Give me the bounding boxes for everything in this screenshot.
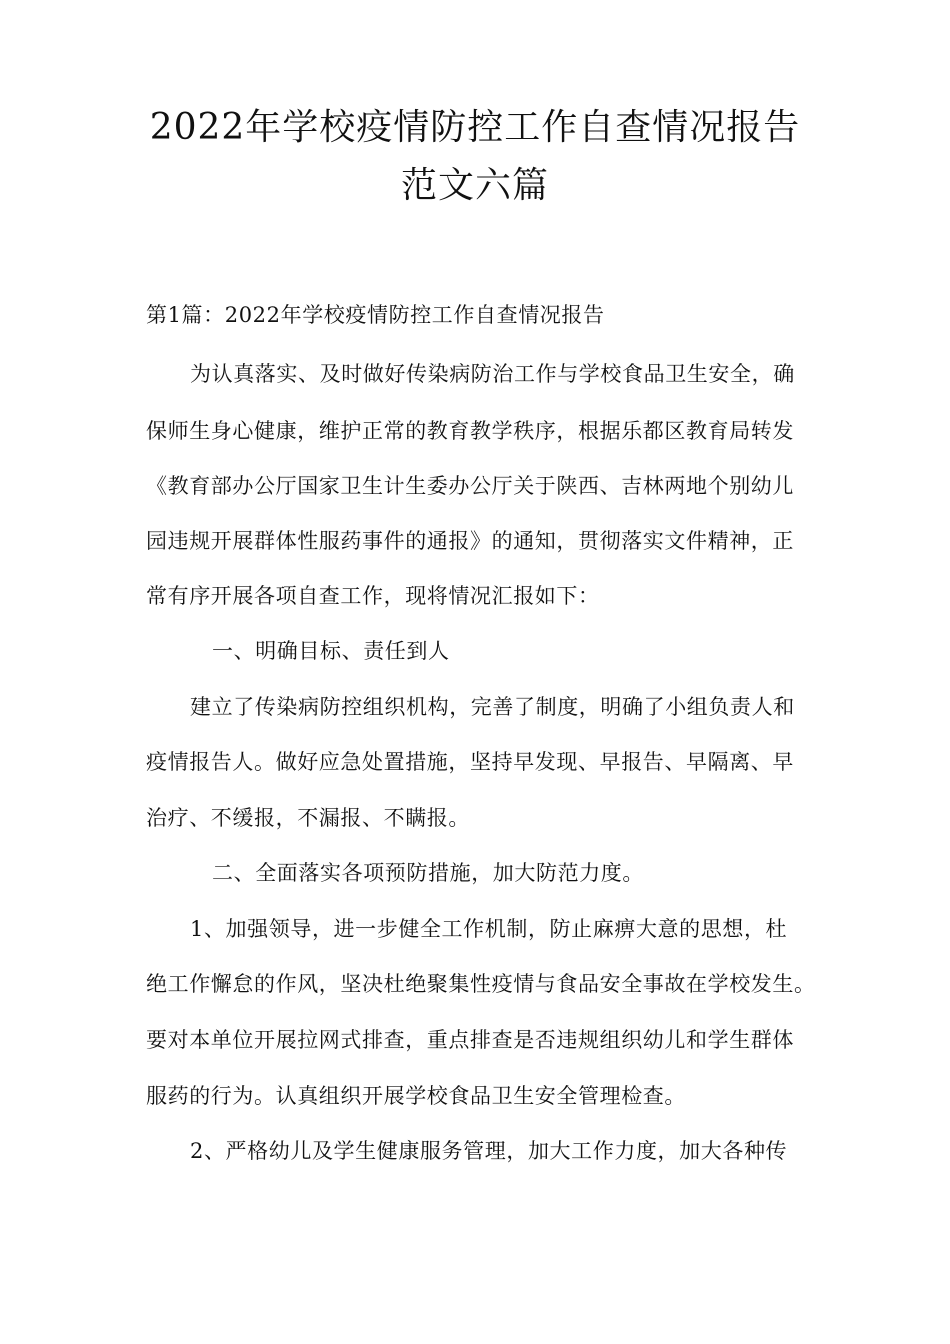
paragraph-line: 绝工作懈怠的作风，坚决杜绝聚集性疫情与食品安全事故在学校发生。 [146, 972, 816, 996]
paragraph-line: 为认真落实、及时做好传染病防治工作与学校食品卫生安全，确 [190, 362, 795, 386]
paragraph-line: 园违规开展群体性服药事件的通报》的通知，贯彻落实文件精神，正 [146, 529, 794, 553]
section-heading: 第1篇：2022年学校疫情防控工作自查情况报告 [146, 303, 605, 327]
subheading: 二、全面落实各项预防措施，加大防范力度。 [212, 861, 644, 885]
paragraph-line: 常有序开展各项自查工作，现将情况汇报如下： [146, 584, 600, 608]
document-title-line-2: 范文六篇 [400, 165, 549, 206]
subheading: 一、明确目标、责任到人 [212, 639, 450, 663]
paragraph-line: 要对本单位开展拉网式排查，重点排查是否违规组织幼儿和学生群体 [146, 1028, 794, 1052]
paragraph-line: 1、加强领导，进一步健全工作机制，防止麻痹大意的思想，杜 [190, 917, 788, 941]
paragraph-line: 治疗、不缓报，不漏报、不瞒报。 [146, 806, 470, 830]
paragraph-line: 2、严格幼儿及学生健康服务管理，加大工作力度，加大各种传 [190, 1139, 788, 1163]
paragraph-line: 保师生身心健康，维护正常的教育教学秩序，根据乐都区教育局转发 [146, 419, 794, 443]
paragraph-line: 疫情报告人。做好应急处置措施，坚持早发现、早报告、早隔离、早 [146, 750, 794, 774]
paragraph-line: 《教育部办公厅国家卫生计生委办公厅关于陕西、吉林两地个别幼儿 [146, 474, 794, 498]
paragraph-line: 服药的行为。认真组织开展学校食品卫生安全管理检查。 [146, 1084, 686, 1108]
document-title-line-1: 2022年学校疫情防控工作自查情况报告 [149, 107, 801, 148]
paragraph-line: 建立了传染病防控组织机构，完善了制度，明确了小组负责人和 [190, 695, 795, 719]
